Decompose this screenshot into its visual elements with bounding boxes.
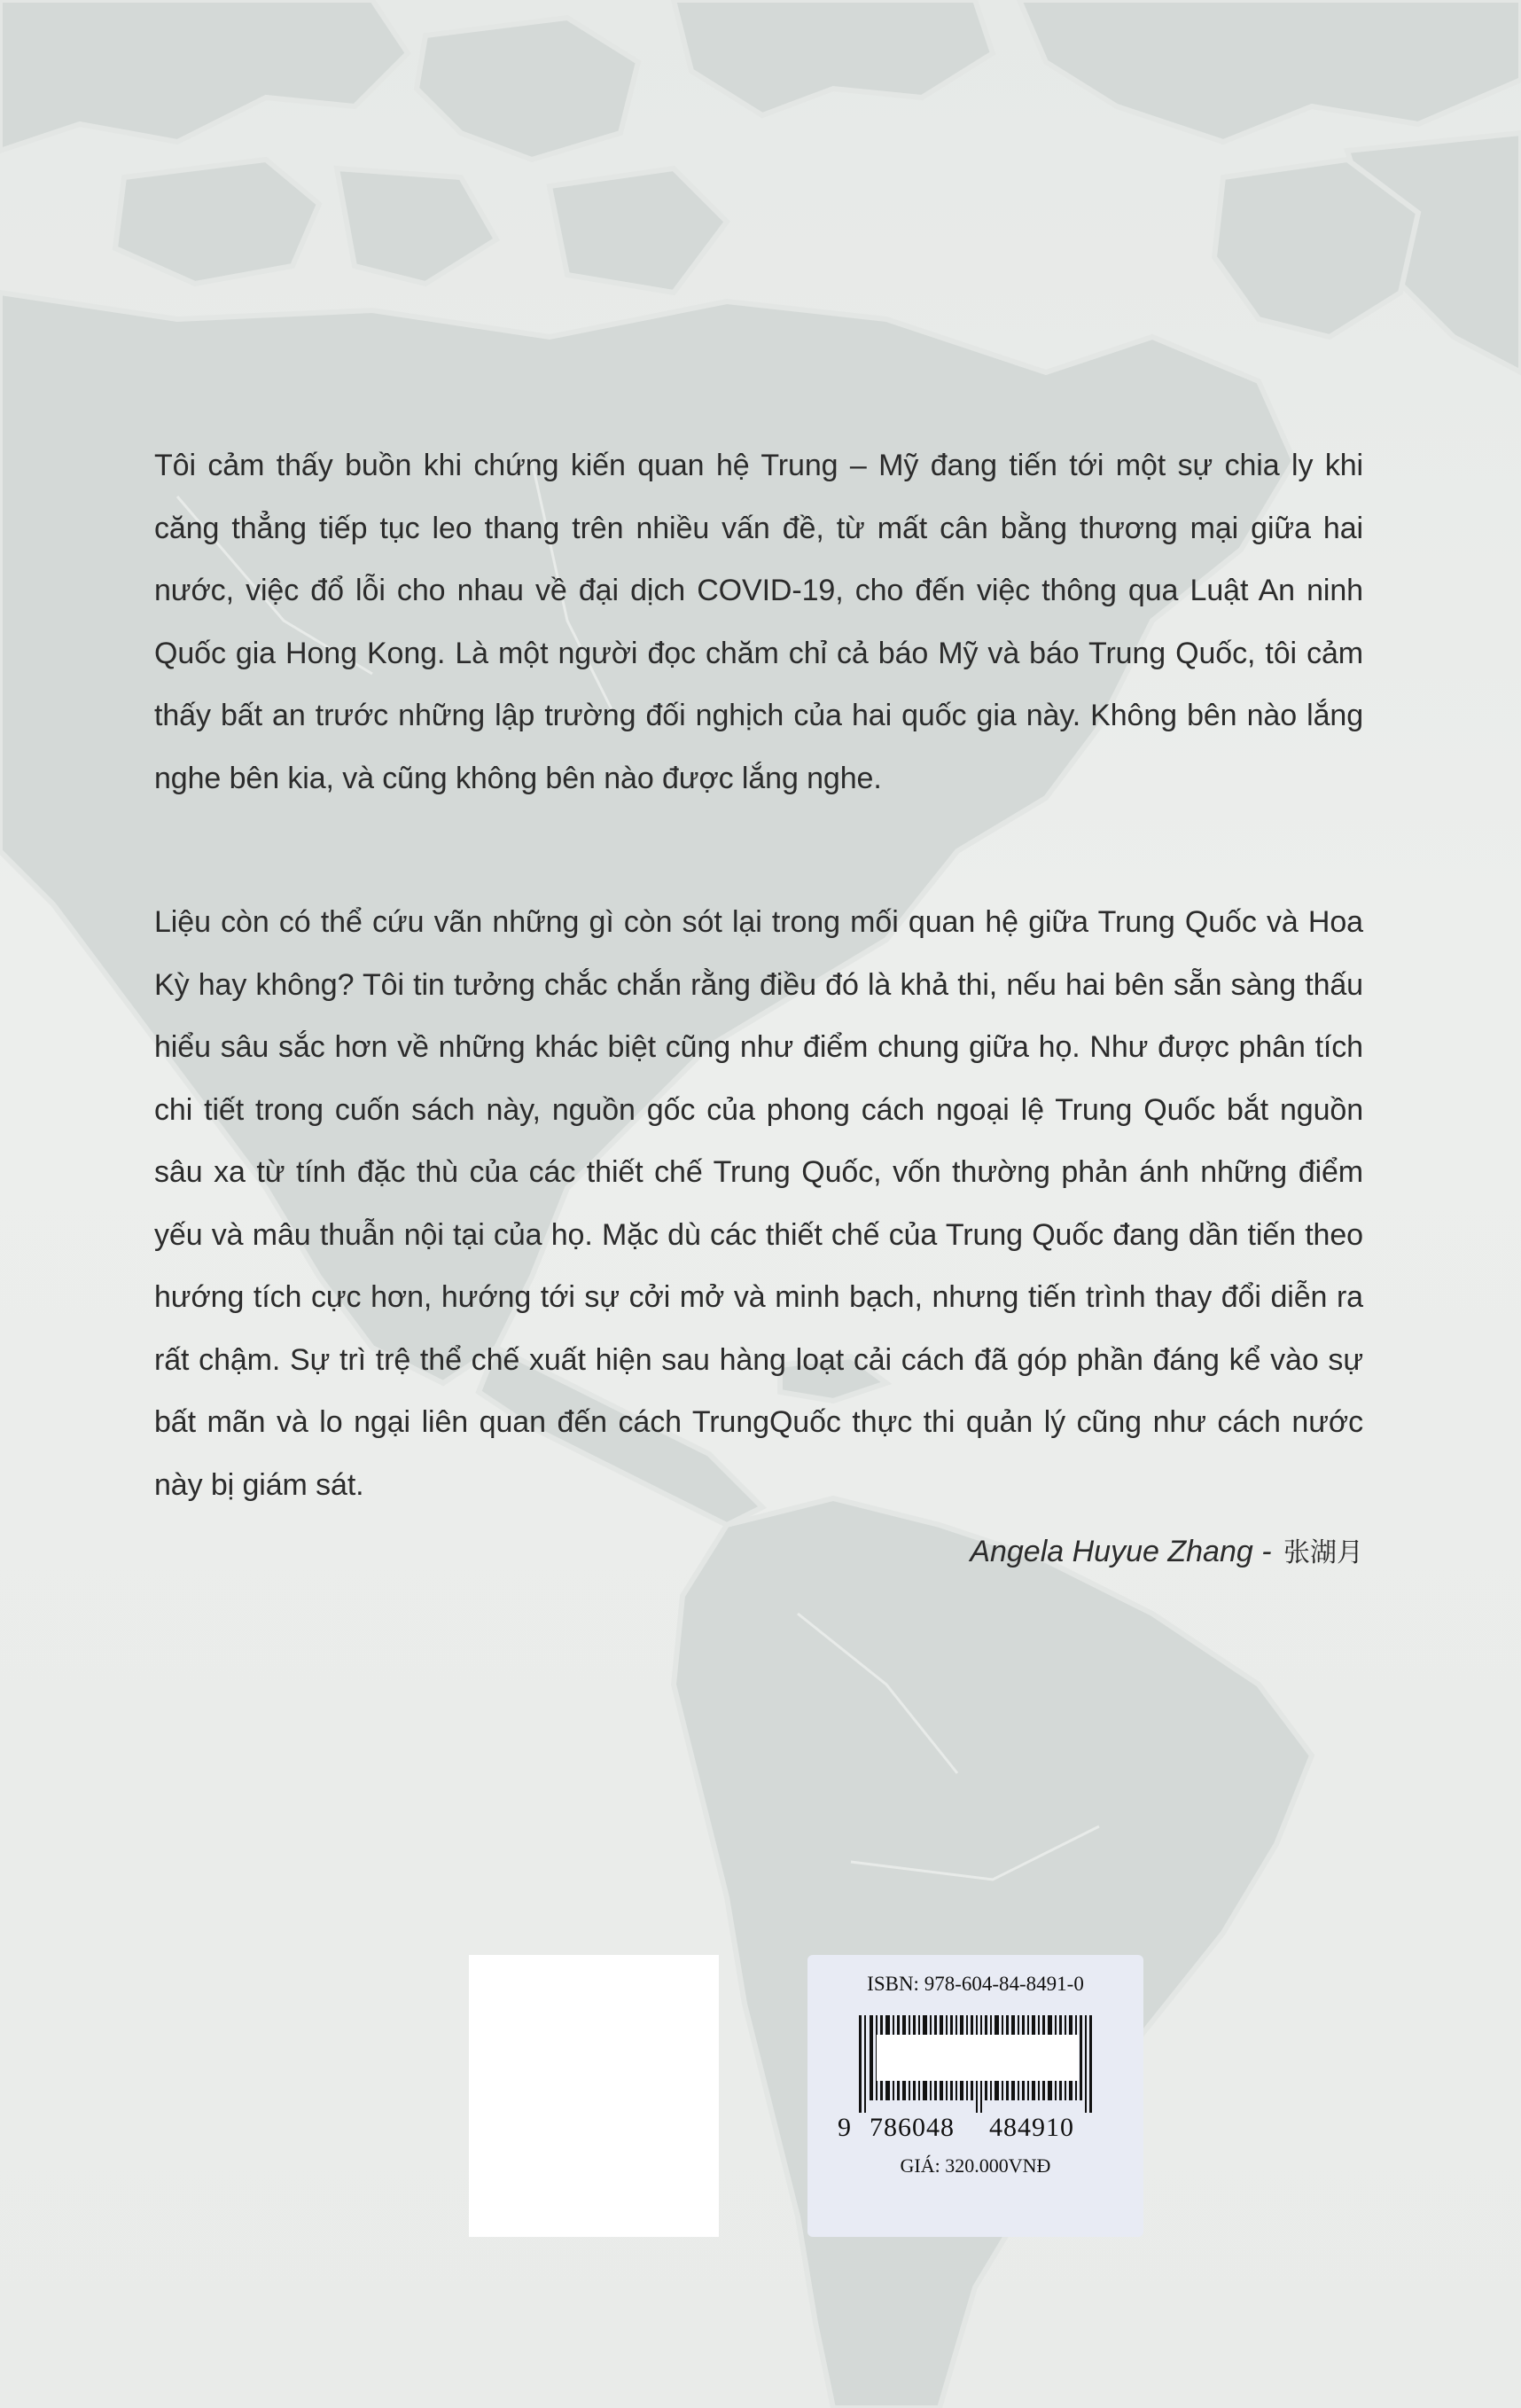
price-label: GIÁ: 320.000VNĐ xyxy=(900,2154,1051,2177)
isbn-sticker xyxy=(807,1955,1143,2237)
paragraph-analysis: Liệu còn có thể cứu vãn những gì còn sót lại trong mối quan hệ giữa Trung Quốc và Hoa Kỳ hay không? Tôi tin tưởng chắc chắn rằng điều đó là khả thi, nếu hai bên sẵn sàng thấu hiểu sâu sắc hơn về những khác biệt cũng như điểm chung giữa họ. Như được phân tích chi tiết trong cuốn sách này, nguồn gốc của phong cách ngoại lệ Trung Quốc bắt nguồn sâu xa từ tính đặc thù của các thiết chế Trung Quốc, vốn thường phản ánh những điểm yếu và mâu thuẫn nội tại của họ. Mặc dù các thiết chế của Trung Quốc đang dần tiến theo hướng tích cực hơn, hướng tới sự cởi mở và minh bạch, nhưng tiến trình thay đổi diễn ra rất chậm. Sự trì trệ thể chế xuất hiện sau hàng loạt cải cách đã góp phần đáng kể vào sự bất mãn và lo ngại liên quan đến cách TrungQuốc thực thi quản lý cũng như cách nước này bị giám sát. xyxy=(154,905,1363,1502)
author-chinese-signature: 张湖月 xyxy=(1283,1537,1363,1568)
author-name: Angela Huyue Zhang xyxy=(970,1535,1253,1568)
author-separator: - xyxy=(1261,1535,1272,1568)
barcode-first-digit: 9 xyxy=(838,2113,851,2142)
white-label-box xyxy=(469,1955,719,2237)
isbn-number: ISBN: 978-604-84-8491-0 xyxy=(867,1973,1084,1995)
barcode-digits-group1: 786048 xyxy=(870,2113,955,2142)
author-attribution xyxy=(970,1530,1363,1569)
barcode-digits-group2: 484910 xyxy=(989,2113,1074,2142)
paragraph-intro: Tôi cảm thấy buồn khi chứng kiến quan hệ Trung – Mỹ đang tiến tới một sự chia ly khi căng thẳng tiếp tục leo thang trên nhiều vấn đề, từ mất cân bằng thương mại giữa hai nước, việc đổ lỗi cho nhau về đại dịch COVID-19, cho đến việc thông qua Luật An ninh Quốc gia Hong Kong. Là một người đọc chăm chỉ cả báo Mỹ và báo Trung Quốc, tôi cảm thấy bất an trước những lập trường đối nghịch của hai quốc gia này. Không bên nào lắng nghe bên kia, và cũng không bên nào được lắng nghe. xyxy=(154,449,1363,795)
